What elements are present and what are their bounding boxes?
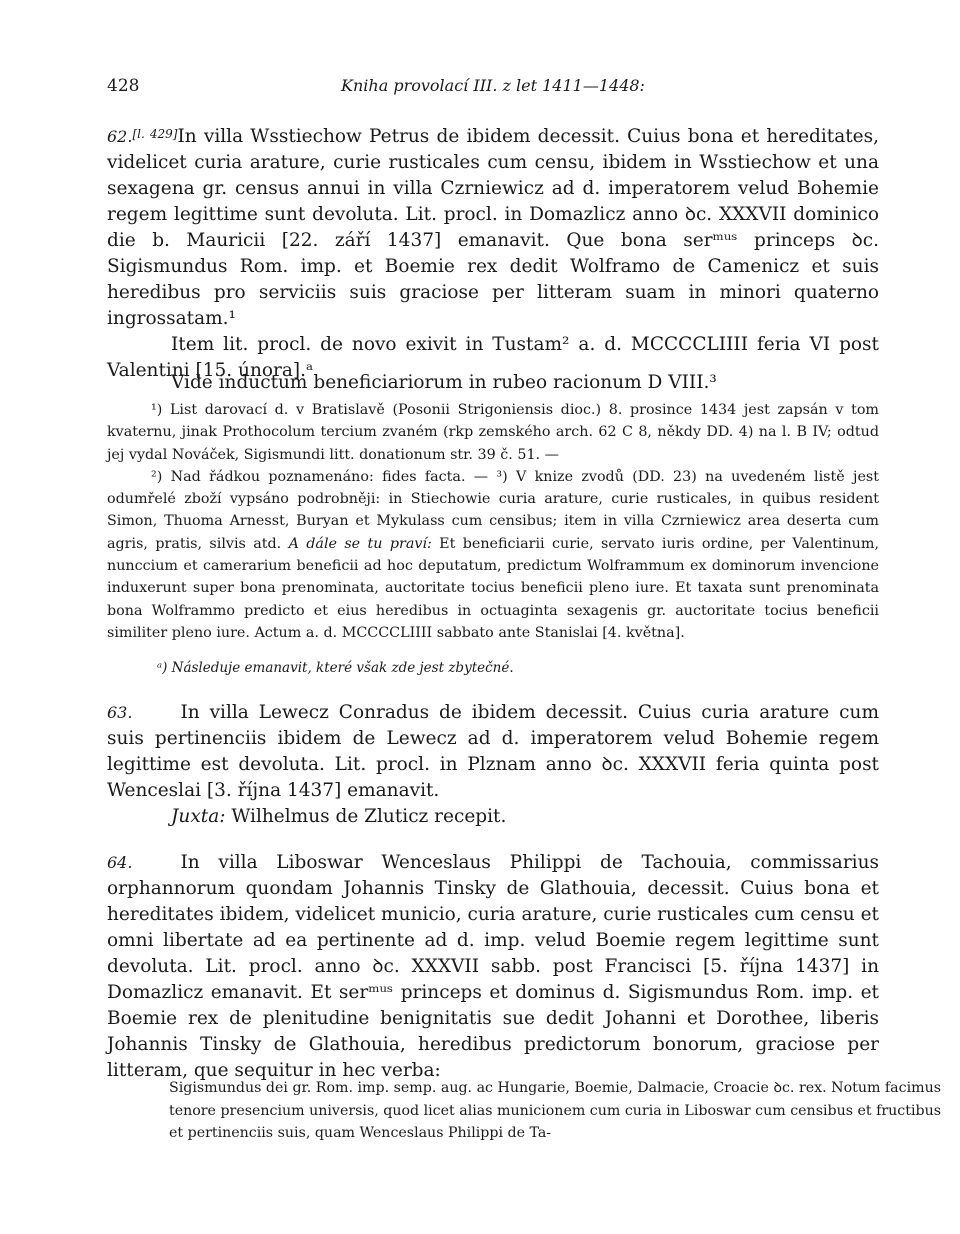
footnote-3-excerpt: in Stiechowie curia arature, curie rusticales, in quibus resident Simon, Thuoma Arnesst, Buryan et Mykulass cum censibus; item in villa Czrniewicz area deserta cum agris, pratis, silvis atd. bbox=[107, 491, 879, 552]
entry-text: In villa Wsstiechow Petrus de ibidem decessit. Cuius bona et hereditates, videlicet curia arature, curie rusticales cum censu, ibidem in Wsstiechow et una sexagena gr. census annui in villa Czrniewicz ad d. imperatorem velud Bohemie regem legittime sunt devoluta. Lit. procl. in Domazlicz anno ꝺc. XXXVII dominico die b. Mauricii [22. září 1437] emanavit. Que bona serᵐᵘˢ princeps ꝺc. Sigismundus Rom. imp. et Boemie rex dedit Wolframo de Camenicz et suis heredibus pro serviciis suis graciose per litteram suam in minori quaterno ingrossatam.¹ bbox=[107, 126, 880, 329]
juxta-paragraph bbox=[107, 804, 879, 830]
vide-note bbox=[107, 370, 879, 396]
entry-64-paragraph bbox=[107, 850, 879, 1084]
footnote-a: ᵃ) Následuje emanavit, které však zde jest zbytečné. bbox=[157, 660, 514, 676]
folio-reference: [l. 429] bbox=[132, 127, 178, 141]
entry-text: In villa Liboswar Wenceslaus Philippi de Tachouia, commissarius orphannorum quondam Johannis Tinsky de Glathouia, decessit. Cuius bona et hereditates ibidem, videlicet municio, curia arature, curie rusticales cum censu et omni libertate ad ea pertinente ad d. imp. velud Boemie regem legittime sunt devoluta. Lit. procl. anno ꝺc. XXXVII sabb. post Francisci [5. října 1437] in Domazlicz emanavit. Et serᵐᵘˢ princeps et dominus d. Sigismundus Rom. imp. et Boemie rex de plenitudine benignitatis sue dedit Johanni et Dorothee, liberis Johannis Tinsky de Glathouia, heredibus predictorum bonorum, graciose per litteram, que sequitur in hec verba: bbox=[107, 852, 879, 1081]
textual-note bbox=[107, 660, 879, 676]
footnote-1: ¹) List darovací d. v Bratislavě (Posonii Strigoniensis dioc.) 8. prosince 1434 jest zapsán v tom kvaternu, jinak Prothocolum tercium zvaném (rkp zemského arch. 62 C 8, někdy DD. 4) na l. B IV; odtud jej vydal Nováček, Sigismundi litt. donationum str. 39 č. 51. — bbox=[107, 402, 879, 463]
entry-62-paragraph bbox=[107, 121, 879, 332]
entry-number: 63. bbox=[107, 703, 133, 722]
footnote-3-remark: A dále se tu praví: bbox=[281, 535, 432, 552]
page-header bbox=[107, 76, 879, 100]
letter-text: Sigismundus dei gr. Rom. imp. semp. aug. ac Hungarie, Boemie, Dalmacie, Croacie ꝺc. rex. Notum facimus tenore presencium universis, quod licet alias municionem cum curia in Liboswar cum censibus et fructibus et pertinenciis suis, quam Wenceslaus Philippi de Ta- bbox=[169, 1080, 941, 1141]
running-title: Kniha provolací III. z let 1411—1448: bbox=[341, 76, 645, 95]
entry-63-paragraph bbox=[107, 700, 879, 804]
entry-number: 62. bbox=[107, 127, 133, 146]
vide-paragraph: Vide inductum beneficiariorum in rubeo racionum D VIII.³ bbox=[171, 372, 717, 393]
letter-excerpt bbox=[107, 1077, 941, 1145]
entry-62 bbox=[107, 121, 879, 384]
footnote-2-3 bbox=[107, 466, 879, 644]
footnote-3-excerpt-continued: Et beneficiarii curie, servato iuris ordine, per Valentinum, nunccium et camerarium beneficii ad hoc deputatum, predictum Wolframmum ex dominorum invencione induxerunt super bona prenominata, auctoritate tocius beneficii pleno iure. Et taxata sunt prenominata bona Wolframmo predicto et eius heredibus in octuaginta sexagenis gr. auctoritate tocius beneficii similiter pleno iure. Actum a. d. MCCCCLIIII sabbato ante Stanislai [4. května]. bbox=[107, 535, 879, 641]
entry-number: 64. bbox=[107, 853, 133, 872]
footnotes bbox=[107, 399, 879, 644]
entry-63 bbox=[107, 700, 879, 830]
item-paragraph: Item lit. procl. de novo exivit in Tustam² a. d. MCCCCLIIII feria VI post Valentini [15. února].ᵃ bbox=[107, 334, 879, 381]
footnote-2-3-lead: ²) Nad řádkou poznamenáno: fides facta. — ³) V knize zvodů (DD. 23) na uvedeném listě jest odumřelé zboží vypsáno podrobněji: bbox=[107, 468, 879, 508]
page-number: 428 bbox=[107, 76, 140, 96]
entry-64 bbox=[107, 850, 879, 1084]
juxta-text: Wilhelmus de Zluticz recepit. bbox=[225, 806, 507, 827]
entry-text: In villa Lewecz Conradus de ibidem decessit. Cuius curia arature cum suis pertinenciis ibidem de Lewecz ad d. imperatorem velud Bohemie regem legittime est devoluta. Lit. procl. in Plznam anno ꝺc. XXXVII feria quinta post Wenceslai [3. října 1437] emanavit. bbox=[107, 702, 879, 801]
juxta-label: Juxta: bbox=[171, 806, 226, 827]
